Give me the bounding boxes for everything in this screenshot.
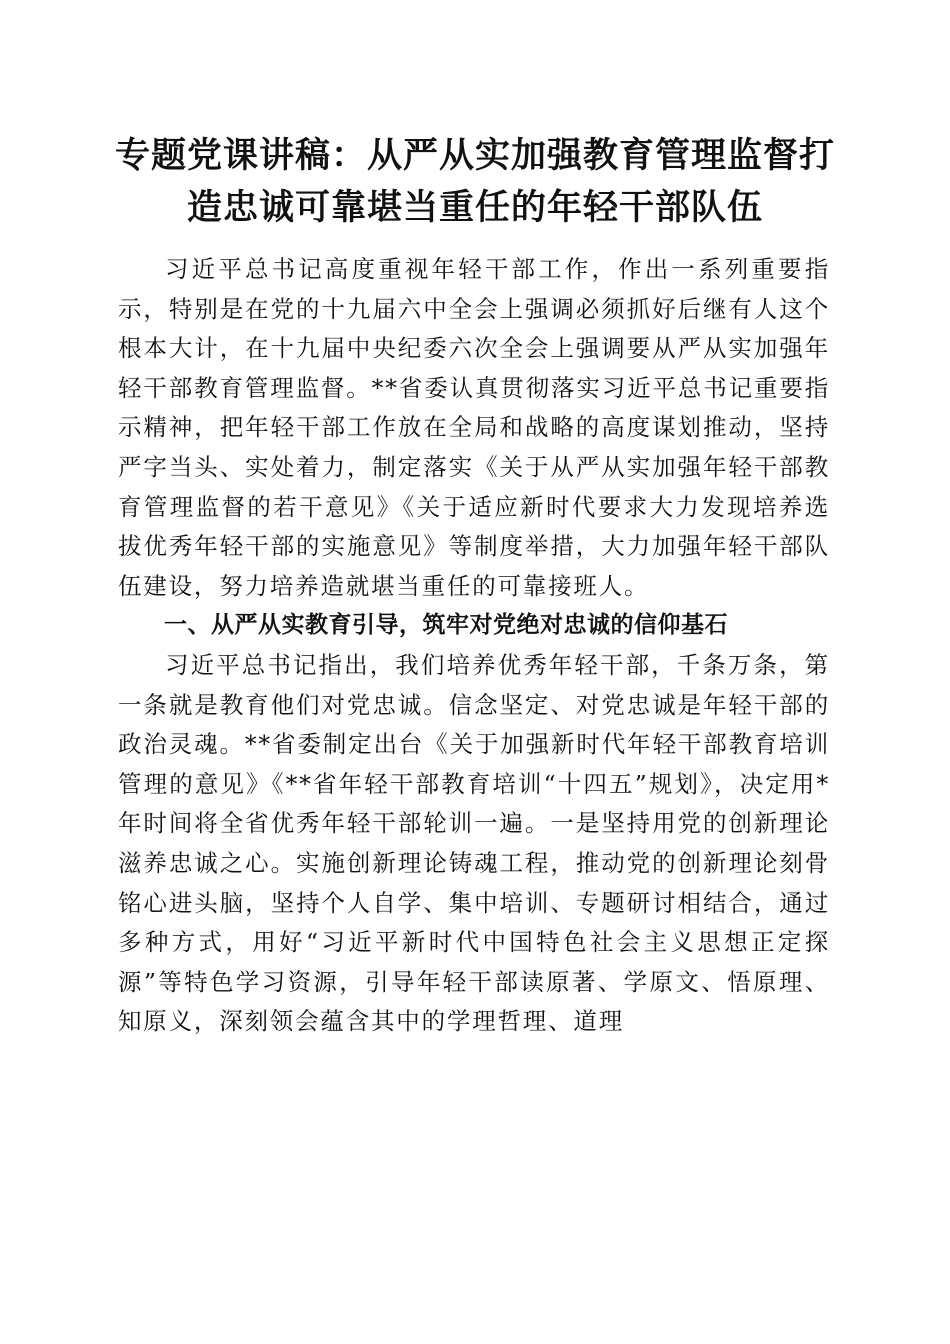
intro-paragraph: 习近平总书记高度重视年轻干部工作，作出一系列重要指示，特别是在党的十九届六中全会上强调必须抓好后继有人这个根本大计，在十九届中央纪委六次全会上强调要从严从实加强年轻干部教育管理监督。**省委认真贯彻落实习近平总书记重要指示精神，把年轻干部工作放在全局和战略的高度谋划推动，坚持严字当头、实处着力，制定落实《关于从严从实加强年轻干部教育管理监督的若干意见》《关于适应新时代要求大力发现培养选拔优秀年轻干部的实施意见》等制度举措，大力加强年轻干部队伍建设，努力培养造就堪当重任的可靠接班人。 [118, 255, 830, 600]
title-line-2: 造忠诚可靠堪当重任的年轻干部队伍 [186, 187, 763, 228]
title-line-1: 专题党课讲稿：从严从实加强教育管理监督打 [114, 135, 835, 176]
section-1-paragraph: 习近平总书记指出，我们培养优秀年轻干部，千条万条，第一条就是教育他们对党忠诚。信念坚定、对党忠诚是年轻干部的政治灵魂。**省委制定出台《关于加强新时代年轻干部教育培训管理的意见》《**省年轻干部教育培训“十四五”规划》，决定用*年时间将全省优秀年轻干部轮训一遍。一是坚持用党的创新理论滋养忠诚之心。实施创新理论铸魂工程，推动党的创新理论刻骨铭心进头脑，坚持个人自学、集中培训、专题研讨相结合，通过多种方式，用好“习近平新时代中国特色社会主义思想正定探源”等特色学习资源，引导年轻干部读原著、学原文、悟原理、知原义，深刻领会蕴含其中的学理哲理、道理 [118, 650, 830, 1036]
section-heading-1: 一、从严从实教育引导，筑牢对党绝对忠诚的信仰基石 [164, 612, 728, 639]
document-body [118, 250, 830, 1042]
document-title [112, 130, 838, 234]
